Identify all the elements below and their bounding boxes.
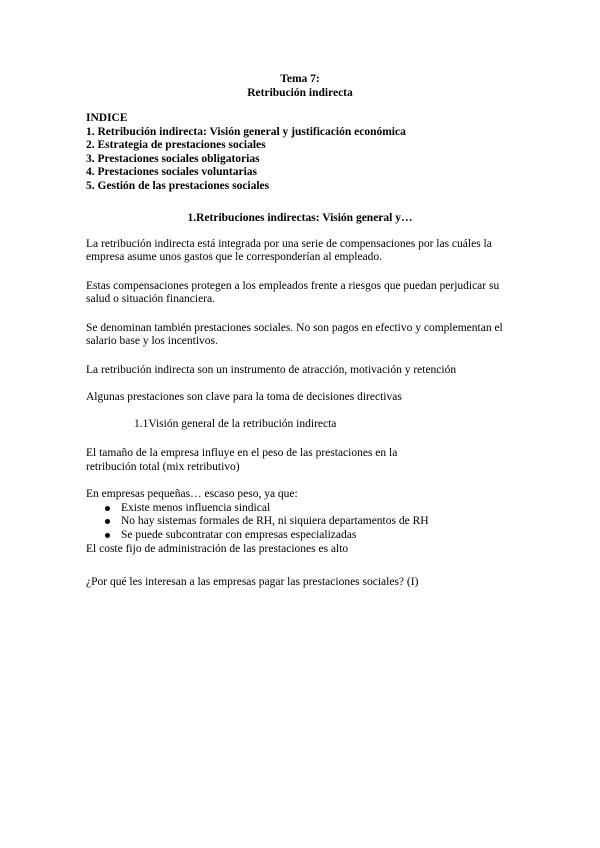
paragraph-company-size-line2: retribución total (mix retributivo) [86, 461, 240, 473]
section-title: 1.Retribuciones indirectas: Visión general y… [187, 212, 413, 224]
bullet-text: Existe menos influencia sindical [121, 502, 271, 514]
paragraph-company-size-line1: El tamaño de la empresa influye en el peso de las prestaciones en la [86, 447, 398, 459]
toc-item: 5. Gestión de las prestaciones sociales [86, 179, 270, 192]
toc-item: 1. Retribución indirecta: Visión general y justificación económica [86, 125, 406, 138]
tema-label: Tema 7: [280, 73, 320, 85]
bullet-dot-icon [105, 533, 110, 538]
paragraph-protection: Estas compensaciones protegen a los empleados frente a riesgos que puedan perjudicar su salud o situación financiera. [86, 280, 500, 306]
paragraph-question: ¿Por qué les interesan a las empresas pagar las prestaciones sociales? (I) [86, 576, 419, 588]
paragraph-small-companies: En empresas pequeñas… escaso peso, ya que: [86, 488, 298, 500]
paragraph-definition: La retribución indirecta está integrada por una serie de compensaciones por las cuáles la empresa asume unos gastos que le corresponderían al empleado. [86, 238, 492, 264]
paragraph-instrument: La retribución indirecta son un instrumento de atracción, motivación y retención [86, 364, 457, 376]
toc-item: 3. Prestaciones sociales obligatorias [86, 152, 260, 165]
bullet-text: No hay sistemas formales de RH, ni siquiera departamentos de RH [121, 515, 429, 528]
subsection-heading: 1.1Visión general de la retribución indirecta [134, 418, 337, 430]
table-of-contents [86, 112, 406, 194]
bullet-text: Se puede subcontratar con empresas especializadas [121, 528, 357, 541]
toc-heading: INDICE [86, 112, 128, 124]
bullet-item [86, 502, 429, 515]
toc-item: 4. Prestaciones sociales voluntarias [86, 166, 257, 179]
bullet-dot-icon [105, 519, 110, 524]
toc-item: 2. Estrategia de prestaciones sociales [86, 139, 266, 152]
paragraph-fixed-cost: El coste fijo de administración de las prestaciones es alto [86, 543, 349, 555]
document-title [0, 72, 600, 100]
bullet-dot-icon [105, 506, 110, 511]
paragraph-prestaciones: Se denominan también prestaciones sociales. No son pagos en efectivo y complementan el salario base y los incentivos. [86, 322, 503, 348]
paragraph-key-decisions: Algunas prestaciones son clave para la toma de decisiones directivas [86, 391, 402, 403]
tema-subtitle: Retribución indirecta [247, 87, 353, 99]
bullet-item [86, 515, 429, 528]
bullet-list [86, 502, 429, 542]
bullet-item [86, 529, 429, 542]
